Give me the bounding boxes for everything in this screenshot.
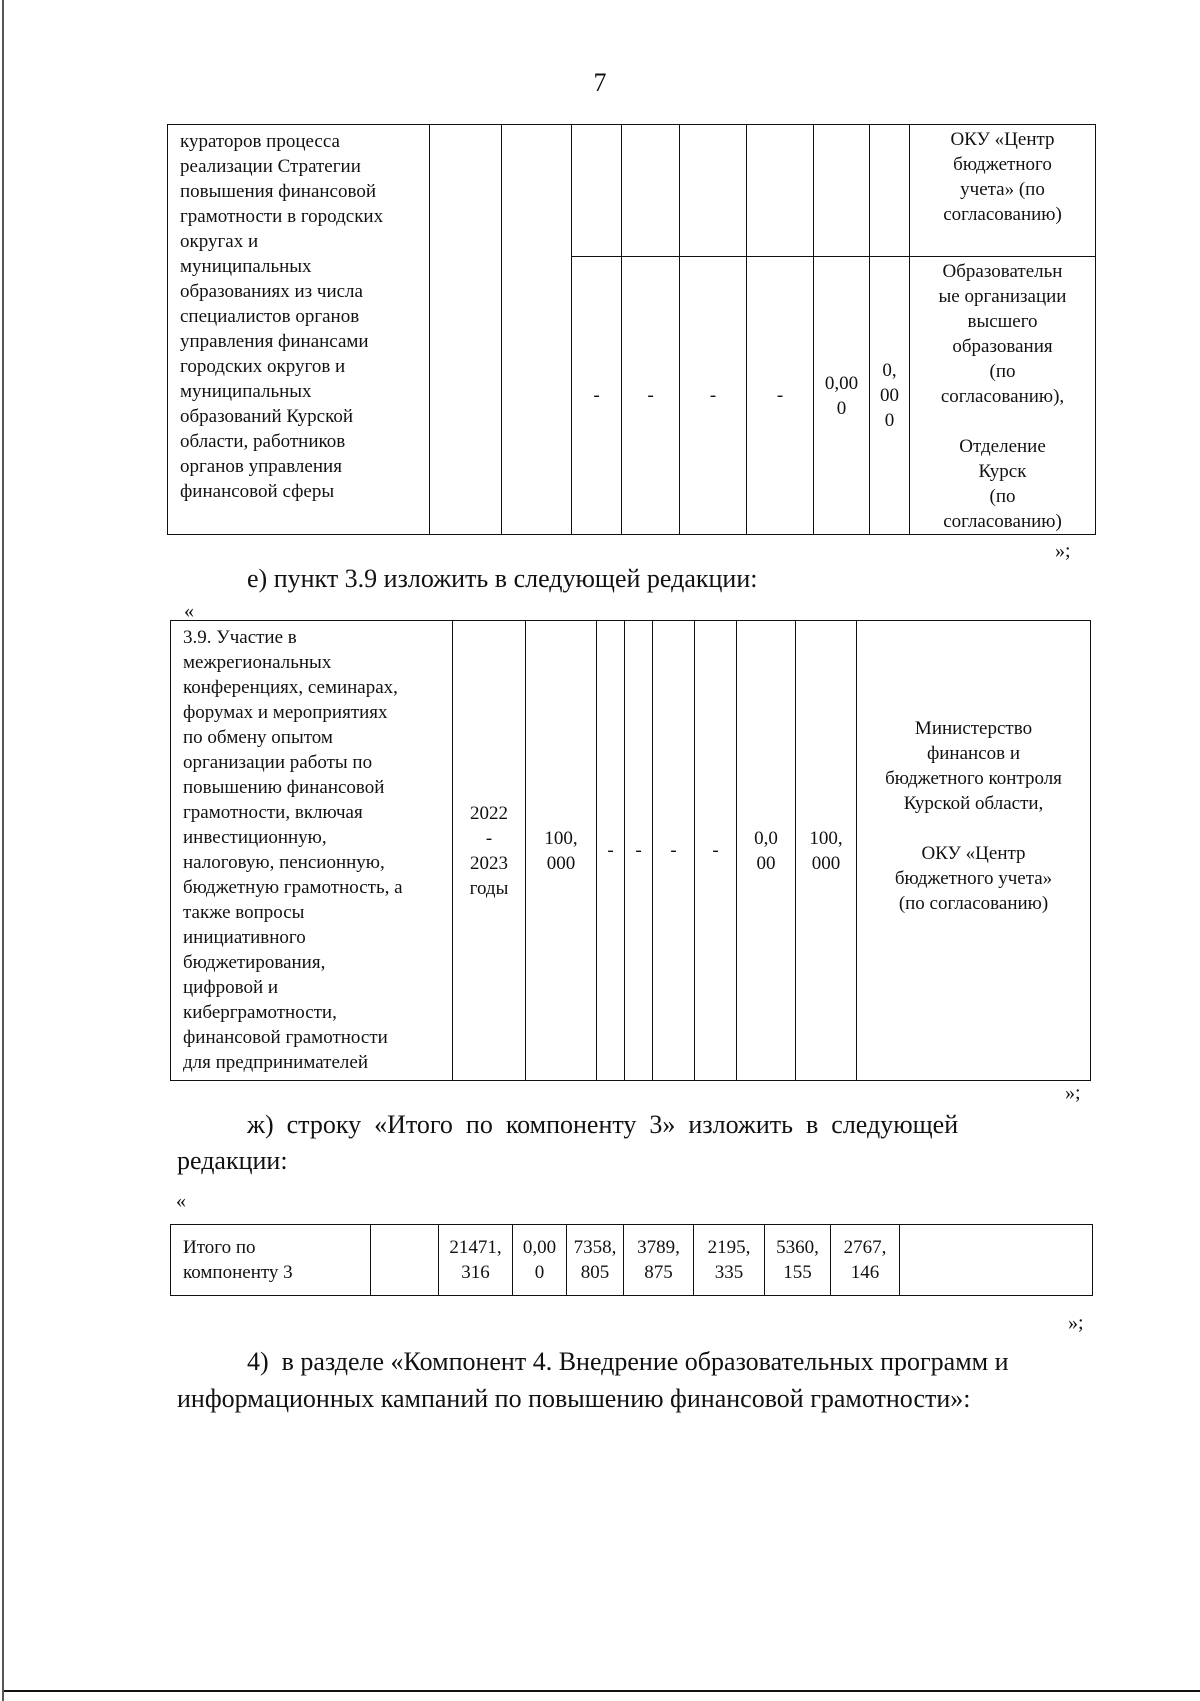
table3-value: 3789, 875 <box>637 1237 680 1283</box>
table1-description-cell <box>168 125 430 535</box>
table1-cell <box>680 125 747 257</box>
table3-cell <box>900 1225 1093 1296</box>
table1-value-cell <box>747 257 814 535</box>
table1-org-top: ОКУ «Центр бюджетного учета» (по согласованию) <box>943 129 1062 225</box>
table2-value-b-cell <box>796 621 857 1081</box>
table1-value: - <box>593 385 600 406</box>
table1-value-cell <box>870 257 910 535</box>
table2-period: 2022 - 2023 годы <box>469 802 509 899</box>
table3-value-cell <box>831 1225 900 1296</box>
table2-dash: - <box>635 840 642 861</box>
table2-period-cell <box>453 621 526 1081</box>
table1-value: 0,00 0 <box>824 372 859 419</box>
table2-value-a-cell <box>737 621 796 1081</box>
table-item-3-9 <box>170 620 1091 1081</box>
table3-cell <box>371 1225 439 1296</box>
table3-value-cell <box>624 1225 694 1296</box>
table2-total-cell <box>526 621 597 1081</box>
item-e-text: е) пункт 3.9 изложить в следующей редакции: <box>247 564 758 593</box>
item-4-text-line2: информационных кампаний по повышению финансовой грамотности»: <box>177 1384 971 1413</box>
item-4-text-line1: 4) в разделе «Компонент 4. Внедрение образовательных программ и <box>247 1347 1009 1376</box>
open-quote-1: « <box>184 600 194 622</box>
table3-value-cell <box>567 1225 624 1296</box>
table1-org-bottom-cell <box>910 257 1096 535</box>
open-quote-2: « <box>176 1190 186 1212</box>
table3-value-cell <box>765 1225 831 1296</box>
table2-org-cell <box>857 621 1091 1081</box>
table3-label: Итого по компоненту 3 <box>183 1237 293 1283</box>
table1-cell <box>622 125 680 257</box>
table1-value: - <box>776 385 784 406</box>
table1-org-top-cell <box>910 125 1096 257</box>
scan-edge-bottom <box>4 1690 1200 1692</box>
table1-value-cell <box>572 257 622 535</box>
table1-value: 0, 00 0 <box>880 360 899 431</box>
table3-value: 7358, 805 <box>573 1237 617 1283</box>
table1-cell <box>747 125 814 257</box>
table1-value-cell <box>680 257 747 535</box>
table3-value: 21471, 316 <box>449 1237 502 1283</box>
page-number: 7 <box>593 68 607 97</box>
table3-value-cell <box>439 1225 513 1296</box>
table1-total-cell <box>502 125 572 535</box>
table2-description: 3.9. Участие в межрегиональных конференциях, семинарах, форумах и мероприятиях по обмену опытом организации работы по повышению финансовой грамотности, включая инвестиционную, налоговую, пенсионную, бюджетную грамотность, а также вопросы инициативного бюджетирования, цифровой и киберграмотности, финансовой грамотности для предпринимателей <box>183 627 403 1073</box>
table3-value: 2195, 335 <box>707 1237 751 1283</box>
close-quote-3: »; <box>1068 1312 1084 1334</box>
close-quote-2: »; <box>1065 1082 1081 1104</box>
scan-edge-left <box>2 0 4 1701</box>
table2-dash-cell <box>625 621 653 1081</box>
table2-dash-cell <box>597 621 625 1081</box>
table-continuation <box>167 124 1096 535</box>
table1-cell <box>572 125 622 257</box>
table3-value: 5360, 155 <box>776 1237 819 1283</box>
table2-dash: - <box>712 840 719 861</box>
table1-value-cell <box>814 257 870 535</box>
table2-org: Министерство финансов и бюджетного контроля Курской области, ОКУ «Центр бюджетного учета» (по согласованию) <box>885 717 1062 914</box>
table3-value: 0,00 0 <box>522 1237 557 1283</box>
table2-dash: - <box>607 840 614 861</box>
table1-value-cell <box>622 257 680 535</box>
item-zh-text-line1: ж) строку «Итого по компоненту 3» изложить в следующей <box>247 1110 959 1139</box>
table3-label-cell <box>171 1225 371 1296</box>
table2-dash-cell <box>695 621 737 1081</box>
table-total-component-3 <box>170 1224 1093 1296</box>
item-zh-text-line2: редакции: <box>177 1146 288 1175</box>
table2-description-cell <box>171 621 453 1081</box>
table3-value-cell <box>513 1225 567 1296</box>
table1-cell <box>870 125 910 257</box>
table2-value-b: 100, 000 <box>809 827 843 874</box>
table2-dash: - <box>670 840 677 861</box>
table1-value: - <box>709 385 717 406</box>
table1-description: кураторов процесса реализации Стратегии повышения финансовой грамотности в городских округах и муниципальных образованиях из числа специалистов органов управления финансами городских округов и муниципальных образований Курской области, работников органов управления финансовой сферы <box>180 131 384 502</box>
close-quote-1: »; <box>1055 540 1071 562</box>
table2-total: 100, 000 <box>544 827 578 874</box>
table1-org-bottom: Образовательн ые организации высшего образования (по согласованию), Отделение Курск (по согласованию) <box>938 261 1067 532</box>
table2-value-a: 0,0 00 <box>754 827 778 874</box>
table1-period-cell <box>430 125 502 535</box>
table1-cell <box>814 125 870 257</box>
table3-value: 2767, 146 <box>843 1237 887 1283</box>
table1-value: - <box>647 385 654 406</box>
table2-dash-cell <box>653 621 695 1081</box>
table3-value-cell <box>694 1225 765 1296</box>
